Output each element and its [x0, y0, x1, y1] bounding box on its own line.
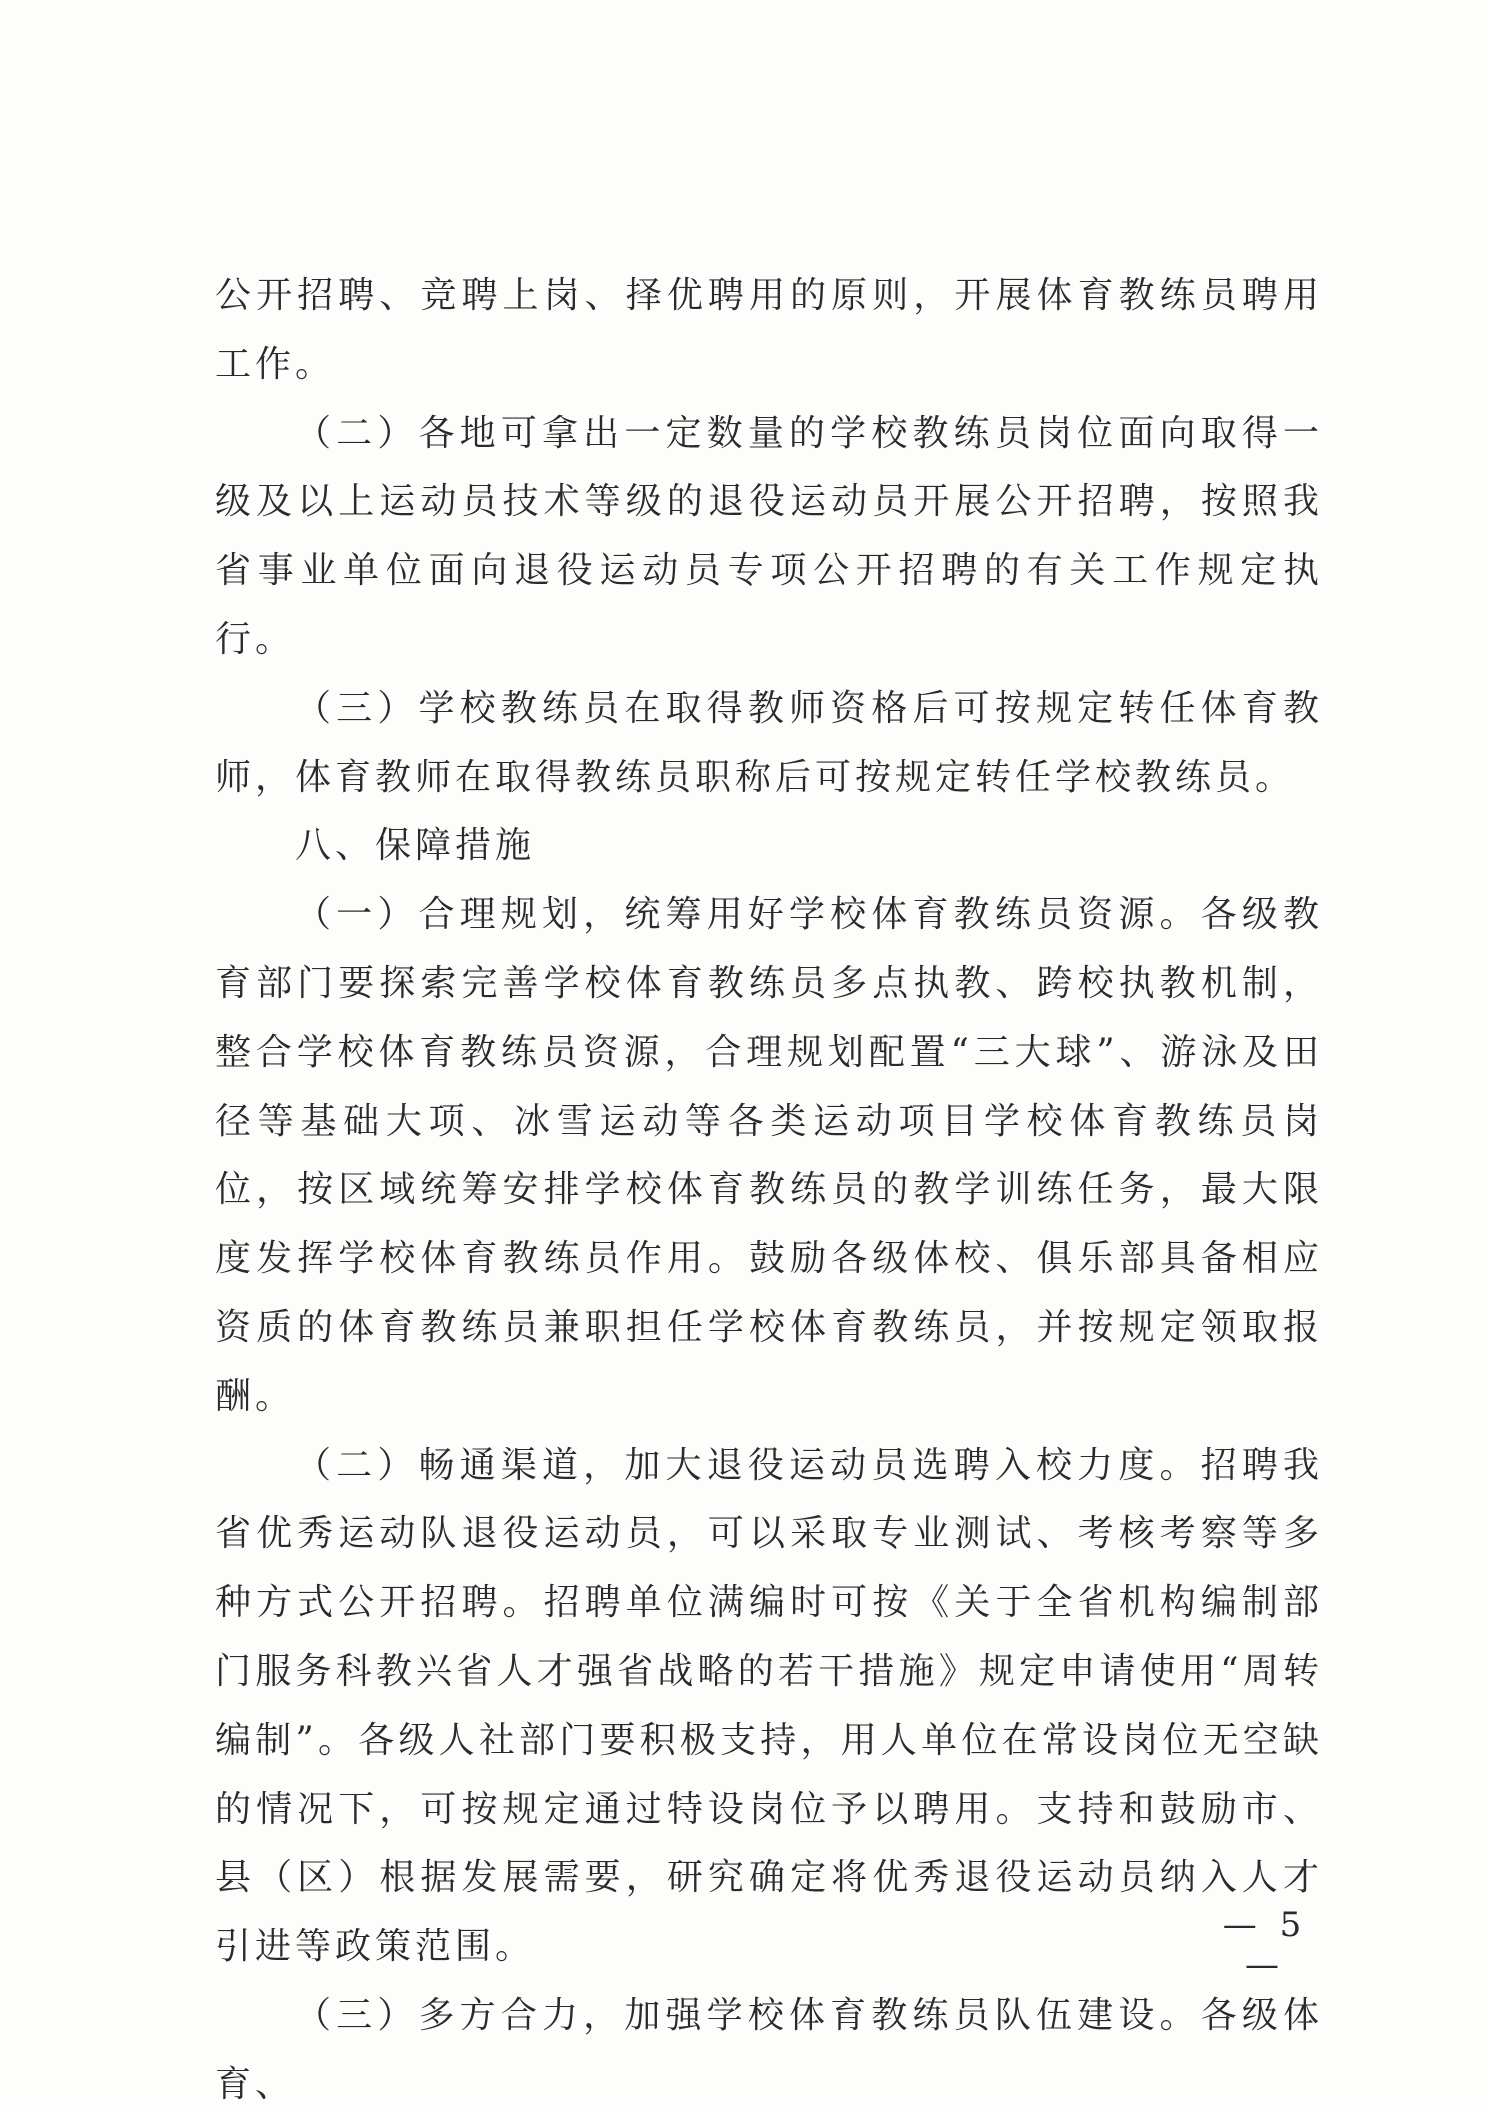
body-text [215, 262, 1323, 2120]
page-number: — 5 — [1222, 1905, 1308, 1985]
paragraph-item-8-2: （二）畅通渠道，加大退役运动员选聘入校力度。招聘我省优秀运动队退役运动员，可以采取专业测试、考核考察等多种方式公开招聘。招聘单位满编时可按《关于全省机构编制部门服务科教兴省人才强省战略的若干措施》规定申请使用“周转编制”。各级人社部门要积极支持，用人单位在常设岗位无空缺的情况下，可按规定通过特设岗位予以聘用。支持和鼓励市、县（区）根据发展需要，研究确定将优秀退役运动员纳入人才引进等政策范围。 [215, 1444, 1323, 1968]
paragraph-item-7-3: （三）学校教练员在取得教师资格后可按规定转任体育教师，体育教师在取得教练员职称后可按规定转任学校教练员。 [215, 687, 1323, 798]
paragraph-item-8-3: （三）多方合力，加强学校体育教练员队伍建设。各级体育、 [215, 1994, 1323, 2105]
paragraph-item-8-1: （一）合理规划，统筹用好学校体育教练员资源。各级教育部门要探索完善学校体育教练员多点执教、跨校执教机制，整合学校体育教练员资源，合理规划配置“三大球”、游泳及田径等基础大项、冰雪运动等各类运动项目学校体育教练员岗位，按区域统筹安排学校体育教练员的教学训练任务，最大限度发挥学校体育教练员作用。鼓励各级体校、俱乐部具备相应资质的体育教练员兼职担任学校体育教练员，并按规定领取报酬。 [215, 894, 1323, 1417]
continued-paragraph: 公开招聘、竞聘上岗、择优聘用的原则，开展体育教练员聘用工作。 [215, 275, 1323, 385]
section-heading-8: 八、保障措施 [295, 825, 536, 867]
paragraph-item-7-2: （二）各地可拿出一定数量的学校教练员岗位面向取得一级及以上运动员技术等级的退役运动员开展公开招聘，按照我省事业单位面向退役运动员专项公开招聘的有关工作规定执行。 [215, 412, 1323, 660]
